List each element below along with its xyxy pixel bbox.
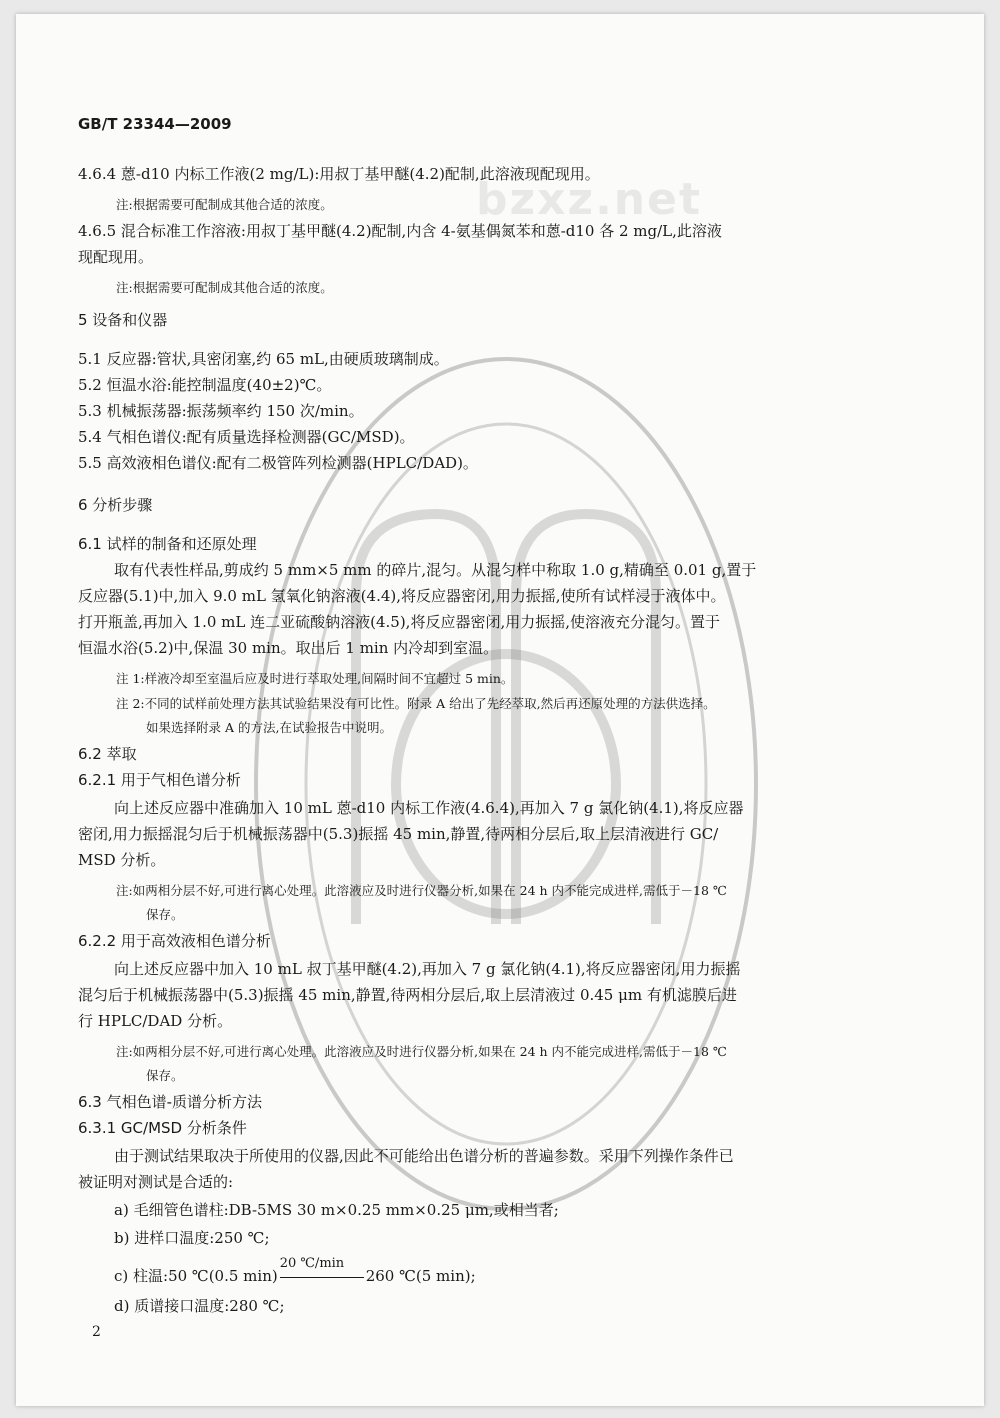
clause-5-2: 5.2 恒温水浴:能控制温度(40±2)℃。 bbox=[78, 376, 332, 394]
condition-c-initial: c) 柱温:50 ℃(0.5 min) bbox=[114, 1267, 278, 1285]
para-6-1-line1: 取有代表性样品,剪成约 5 mm×5 mm 的碎片,混匀。从混匀样中称取 1.0 g,精确至 0.01 g,置于 bbox=[114, 561, 757, 579]
para-6-1-line4: 恒温水浴(5.2)中,保温 30 min。取出后 1 min 内冷却到室温。 bbox=[78, 639, 499, 657]
note-6-1-1: 注 1:样液冷却至室温后应及时进行萃取处理,间隔时间不宜超过 5 min。 bbox=[116, 671, 514, 686]
clause-5-4: 5.4 气相色谱仪:配有质量选择检测器(GC/MSD)。 bbox=[78, 428, 415, 446]
clause-4-6-5-cont: 现配现用。 bbox=[78, 248, 154, 266]
note-4-6-5: 注:根据需要可配制成其他合适的浓度。 bbox=[116, 280, 333, 295]
note-4-6-4: 注:根据需要可配制成其他合适的浓度。 bbox=[116, 197, 333, 212]
clause-4-6-5: 4.6.5 混合标准工作溶液:用叔丁基甲醚(4.2)配制,内含 4-氨基偶氮苯和蒽-d10 各 2 mg/L,此溶液 bbox=[78, 222, 722, 240]
condition-c-final: 260 ℃(5 min); bbox=[365, 1267, 476, 1285]
para-6-2-2-line1: 向上述反应器中加入 10 mL 叔丁基甲醚(4.2),再加入 7 g 氯化钠(4.1),将反应器密闭,用力振摇 bbox=[114, 960, 741, 978]
section-6-heading: 6 分析步骤 bbox=[78, 496, 153, 514]
para-6-2-1-line2: 密闭,用力振摇混匀后于机械振荡器中(5.3)振摇 45 min,静置,待两相分层后,取上层清液进行 GC/ bbox=[78, 825, 719, 843]
para-6-3-1-line2: 被证明对测试是合适的: bbox=[78, 1173, 234, 1191]
site-watermark: bzxz.net bbox=[476, 174, 703, 225]
section-6-2-1-heading: 6.2.1 用于气相色谱分析 bbox=[78, 771, 241, 789]
section-6-3-1-heading: 6.3.1 GC/MSD 分析条件 bbox=[78, 1119, 247, 1137]
condition-d: d) 质谱接口温度:280 ℃; bbox=[114, 1297, 285, 1315]
para-6-2-2-line3: 行 HPLC/DAD 分析。 bbox=[78, 1012, 233, 1030]
note-6-2-1: 注:如两相分层不好,可进行离心处理。此溶液应及时进行仪器分析,如果在 24 h 内不能完成进样,需低于－18 ℃ bbox=[116, 883, 727, 898]
note-6-1-2: 注 2:不同的试样前处理方法其试验结果没有可比性。附录 A 给出了先经萃取,然后再还原处理的方法供选择。 bbox=[116, 696, 716, 711]
note-6-1-2-cont: 如果选择附录 A 的方法,在试验报告中说明。 bbox=[146, 720, 392, 735]
condition-b: b) 进样口温度:250 ℃; bbox=[114, 1229, 270, 1247]
standards-press-seal-watermark bbox=[246, 344, 766, 1224]
section-5-heading: 5 设备和仪器 bbox=[78, 311, 168, 329]
section-6-2-heading: 6.2 萃取 bbox=[78, 745, 137, 763]
ramp-rate: 20 ℃/min bbox=[279, 1256, 345, 1271]
clause-5-3: 5.3 机械振荡器:振荡频率约 150 次/min。 bbox=[78, 402, 364, 420]
note-6-2-1-cont: 保存。 bbox=[146, 907, 184, 922]
page-number: 2 bbox=[92, 1324, 101, 1340]
section-6-3-heading: 6.3 气相色谱-质谱分析方法 bbox=[78, 1093, 263, 1111]
clause-5-5: 5.5 高效液相色谱仪:配有二极管阵列检测器(HPLC/DAD)。 bbox=[78, 454, 478, 472]
section-6-1-heading: 6.1 试样的制备和还原处理 bbox=[78, 535, 257, 553]
doc-code: GB/T 23344—2009 bbox=[78, 115, 232, 133]
ramp-arrow bbox=[279, 1256, 364, 1286]
note-6-2-2-cont: 保存。 bbox=[146, 1068, 184, 1083]
para-6-1-line3: 打开瓶盖,再加入 1.0 mL 连二亚硫酸钠溶液(4.5),将反应器密闭,用力振摇,使溶液充分混匀。置于 bbox=[78, 613, 720, 631]
clause-5-1: 5.1 反应器:管状,具密闭塞,约 65 mL,由硬质玻璃制成。 bbox=[78, 350, 449, 368]
condition-c bbox=[114, 1256, 476, 1286]
note-6-2-2: 注:如两相分层不好,可进行离心处理。此溶液应及时进行仪器分析,如果在 24 h 内不能完成进样,需低于－18 ℃ bbox=[116, 1044, 727, 1059]
para-6-2-2-line2: 混匀后于机械振荡器中(5.3)振摇 45 min,静置,待两相分层后,取上层清液过 0.45 μm 有机滤膜后进 bbox=[78, 986, 737, 1004]
clause-4-6-4: 4.6.4 蒽-d10 内标工作液(2 mg/L):用叔丁基甲醚(4.2)配制,此溶液现配现用。 bbox=[78, 165, 600, 183]
para-6-3-1-line1: 由于测试结果取决于所使用的仪器,因此不可能给出色谱分析的普遍参数。采用下列操作条件已 bbox=[114, 1147, 734, 1165]
para-6-2-1-line1: 向上述反应器中准确加入 10 mL 蒽-d10 内标工作液(4.6.4),再加入 7 g 氯化钠(4.1),将反应器 bbox=[114, 799, 744, 817]
condition-a: a) 毛细管色谱柱:DB-5MS 30 m×0.25 mm×0.25 μm,或相当者; bbox=[114, 1201, 559, 1219]
para-6-1-line2: 反应器(5.1)中,加入 9.0 mL 氢氧化钠溶液(4.4),将反应器密闭,用力振摇,使所有试样浸于液体中。 bbox=[78, 587, 726, 605]
para-6-2-1-line3: MSD 分析。 bbox=[78, 851, 166, 869]
document-page bbox=[16, 14, 984, 1406]
section-6-2-2-heading: 6.2.2 用于高效液相色谱分析 bbox=[78, 932, 271, 950]
